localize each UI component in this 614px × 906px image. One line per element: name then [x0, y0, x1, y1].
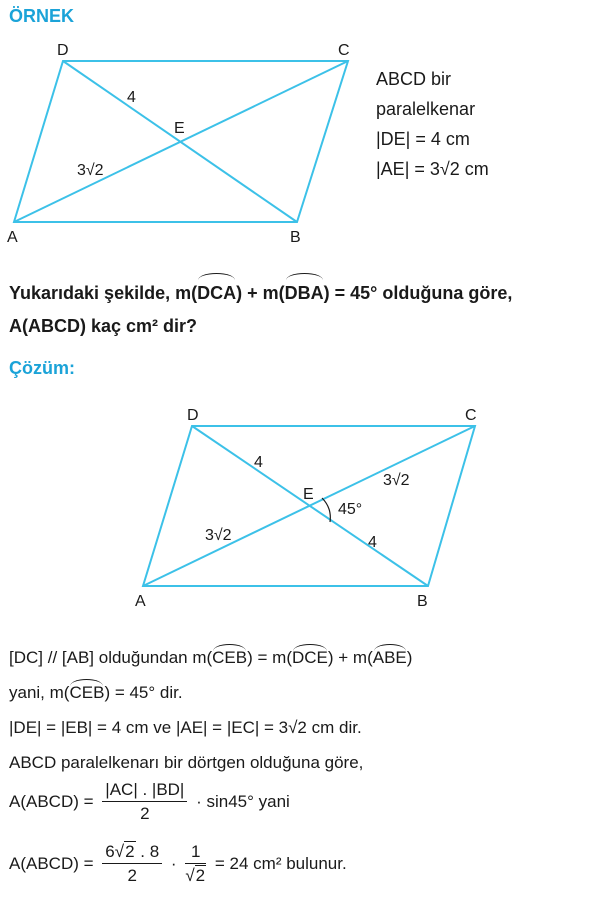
label-e: E — [303, 486, 314, 503]
label-d: D — [57, 42, 69, 59]
label-ec: 3√2 — [383, 472, 410, 489]
label-ae: 3√2 — [77, 162, 104, 179]
given-line: ABCD bir — [376, 69, 452, 89]
question-line-1: Yukarıdaki şekilde, m(DCA) + m(DBA) = 45° olduğuna göre, — [9, 277, 609, 310]
label-c: C — [465, 407, 477, 424]
sqrt-sign: √ — [114, 842, 125, 861]
angle-arc: DBA — [285, 277, 324, 310]
given-line: |AE| = 3√2 cm — [376, 159, 489, 179]
example-figure — [0, 35, 360, 250]
solution-line-6: A(ABCD) = $\frac{6√2 . 8}{2}$ · $\frac{1}{√2}$ = 24 cm² bulunur. — [9, 842, 347, 885]
given-info — [376, 64, 489, 184]
angle-arc: CEB — [212, 648, 248, 667]
solution-line-1: [DC] // [AB] olduğundan m(CEB) = m(DCE) + m(ABE) — [9, 648, 413, 667]
solution-line-2: yani, m(CEB) = 45° dir. — [9, 683, 183, 702]
solution-heading: Çözüm: — [9, 358, 75, 378]
example-heading: ÖRNEK — [9, 6, 75, 26]
sqrt-sign: √ — [185, 866, 195, 885]
given-line: paralelkenar — [376, 99, 476, 119]
fraction: $\frac{6√2 . 8}{2}$ — [102, 842, 162, 886]
question-line-2: A(ABCD) kaç cm² dir? — [9, 316, 198, 336]
fraction: $\frac{1}{√2}$ — [185, 842, 206, 885]
solution-line-5: A(ABCD) = $\frac{|AC| . |BD|}{2}$ · sin45° yani — [9, 780, 290, 823]
label-c: C — [338, 42, 350, 59]
label-ae: 3√2 — [205, 527, 232, 544]
label-de: 4 — [127, 89, 136, 106]
angle-arc: ABE — [372, 648, 407, 667]
fraction: $\frac{|AC| . |BD|}{2}$ — [102, 780, 187, 824]
example-diagonal-bd — [63, 61, 297, 222]
label-de: 4 — [254, 454, 263, 471]
label-e: E — [174, 120, 185, 137]
angle-arc: DCA — [197, 277, 236, 310]
solution-line-3: |DE| = |EB| = 4 cm ve |AE| = |EC| = 3√2 cm dir. — [9, 718, 362, 737]
label-b: B — [290, 229, 301, 246]
angle-arc: DCE — [291, 648, 328, 667]
angle-arc: CEB — [69, 683, 105, 702]
label-b: B — [417, 593, 428, 610]
label-a: A — [7, 229, 18, 246]
label-d: D — [187, 407, 199, 424]
solution-diagonal-bd — [192, 426, 428, 586]
given-line: |DE| = 4 cm — [376, 129, 470, 149]
label-a: A — [135, 593, 146, 610]
solution-figure — [120, 400, 490, 615]
label-eb: 4 — [368, 534, 377, 551]
label-angle: 45° — [338, 501, 363, 518]
solution-line-4: ABCD paralelkenarı bir dörtgen olduğuna göre, — [9, 753, 364, 772]
question — [9, 277, 609, 343]
